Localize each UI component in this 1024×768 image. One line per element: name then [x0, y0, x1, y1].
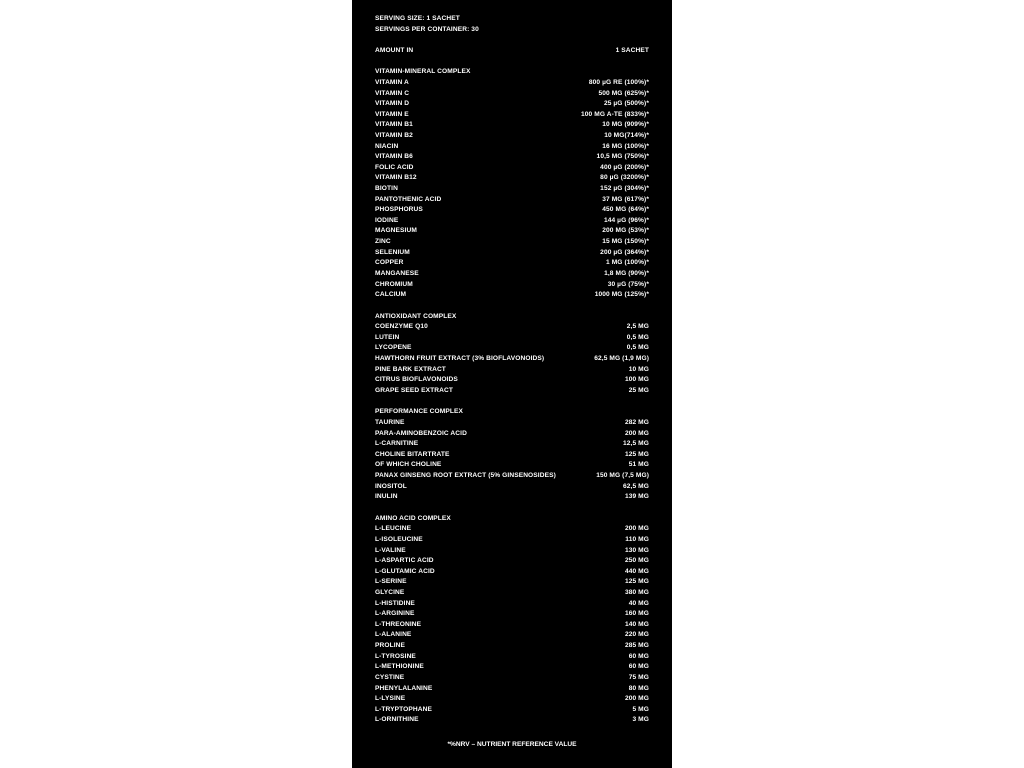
nutrient-amount: 80 MG — [628, 684, 649, 692]
nutrient-name: GLYCINE — [375, 589, 405, 597]
nutrient-amount: 5 MG — [632, 705, 649, 713]
nutrient-row — [375, 248, 649, 259]
nutrient-amount: 139 MG — [624, 493, 649, 501]
nutrient-row — [375, 694, 649, 705]
nutrient-name: TAURINE — [375, 419, 405, 426]
nutrient-amount: 12,5 MG — [623, 440, 649, 448]
nutrient-name: MANGANESE — [375, 269, 419, 277]
nutrient-name: PANTOTHENIC ACID — [375, 195, 442, 203]
nutrient-row — [375, 173, 649, 184]
nutrient-row — [375, 556, 649, 567]
nutrient-amount: 25 µG (500%)* — [603, 100, 649, 108]
nutrient-amount: 1000 MG (125%)* — [594, 291, 649, 299]
nutrient-row — [375, 99, 649, 110]
nutrient-name: L-ASPARTIC ACID — [375, 557, 434, 565]
nutrient-row — [375, 226, 649, 237]
nutrient-row — [375, 609, 649, 620]
nutrient-amount: 400 µG (200%)* — [600, 163, 649, 171]
nutrient-row — [375, 343, 649, 354]
nutrient-amount: 40 MG — [628, 599, 649, 607]
nutrient-name: CHOLINE BITARTRATE — [375, 450, 450, 458]
nutrient-row — [375, 630, 649, 641]
serving-size: SERVING SIZE: 1 SACHET — [375, 15, 460, 22]
nutrient-row — [375, 258, 649, 269]
nutrient-name: L-LEUCINE — [375, 525, 412, 533]
nutrient-row — [375, 110, 649, 121]
nutrient-amount: 200 MG (53%)* — [602, 227, 649, 235]
nutrient-amount: 200 MG — [624, 525, 649, 533]
nutrient-row — [375, 89, 649, 100]
nutrient-name: LUTEIN — [375, 333, 400, 341]
nutrient-row — [375, 535, 649, 546]
nutrient-amount: 152 µG (304%)* — [600, 185, 649, 193]
footnote: *%NRV – NUTRIENT REFERENCE VALUE — [447, 741, 577, 748]
nutrient-name: GRAPE SEED EXTRACT — [375, 386, 454, 394]
nutrient-amount: 500 MG (625%)* — [598, 89, 649, 97]
nutrient-name: VITAMIN E — [375, 110, 409, 118]
nutrient-name: COENZYME Q10 — [375, 323, 428, 331]
nutrient-row — [375, 120, 649, 131]
nutrient-name: BIOTIN — [375, 185, 398, 193]
nutrient-row — [375, 365, 649, 376]
nutrition-label-panel — [352, 0, 672, 768]
nutrient-row — [375, 673, 649, 684]
nutrient-name: L-HISTIDINE — [375, 599, 415, 607]
nutrient-name: L-LYSINE — [375, 695, 406, 703]
nutrient-name: CYSTINE — [375, 673, 405, 681]
nutrient-row — [375, 429, 649, 440]
nutrient-name: VITAMIN C — [375, 89, 410, 97]
nutrient-row — [375, 492, 649, 503]
nutrient-row — [375, 588, 649, 599]
nutrient-amount: 100 MG A-TE (833%)* — [581, 110, 649, 118]
nutrient-name: L-VALINE — [375, 546, 406, 554]
nutrient-name: CHROMIUM — [375, 280, 413, 288]
nutrient-amount: 160 MG — [624, 610, 649, 618]
nutrient-row — [375, 641, 649, 652]
nutrient-name: CITRUS BIOFLAVONOIDS — [375, 376, 458, 384]
sections-container — [375, 56, 649, 726]
nutrient-row — [375, 375, 649, 386]
nutrient-row — [375, 269, 649, 280]
amount-header-value: 1 SACHET — [615, 46, 649, 54]
nutrient-amount: 380 MG — [624, 589, 649, 597]
nutrient-name: L-ALANINE — [375, 631, 412, 639]
nutrient-amount: 0,5 MG — [626, 333, 649, 341]
nutrient-amount: 15 MG (150%)* — [602, 238, 649, 246]
nutrient-name: HAWTHORN FRUIT EXTRACT (3% BIOFLAVONOIDS) — [375, 355, 545, 363]
nutrient-amount: 125 MG — [624, 578, 649, 586]
nutrient-name: SELENIUM — [375, 248, 410, 256]
nutrient-row — [375, 354, 649, 365]
amount-header-label: AMOUNT IN — [375, 46, 414, 54]
nutrient-row — [375, 163, 649, 174]
nutrient-name: MAGNESIUM — [375, 227, 417, 235]
nutrient-row — [375, 439, 649, 450]
nutrient-amount: 200 µG (364%)* — [600, 248, 649, 256]
nutrient-row — [375, 418, 649, 429]
nutrient-row — [375, 78, 649, 89]
nutrient-name: PHOSPHORUS — [375, 206, 423, 214]
nutrient-row — [375, 684, 649, 695]
nutrient-name: L-TRYPTOPHANE — [375, 705, 432, 713]
nutrient-amount: 282 MG — [624, 419, 649, 426]
nutrient-name: VITAMIN B2 — [375, 131, 413, 139]
nutrient-amount: 30 µG (75%)* — [607, 280, 649, 288]
nutrient-row — [375, 460, 649, 471]
nutrient-row — [375, 577, 649, 588]
nutrient-amount: 450 MG (64%)* — [602, 206, 649, 214]
nutrient-name: L-ORNITHINE — [375, 716, 419, 724]
nutrient-row — [375, 184, 649, 195]
nutrient-name: INOSITOL — [375, 482, 407, 490]
section-title: ANTIOXIDANT COMPLEX — [375, 312, 457, 320]
nutrient-name: VITAMIN B6 — [375, 153, 413, 161]
nutrient-row — [375, 662, 649, 673]
nutrient-amount: 62,5 MG — [623, 482, 649, 490]
nutrient-name: VITAMIN A — [375, 78, 409, 86]
nutrient-name: PANAX GINSENG ROOT EXTRACT (5% GINSENOSIDES) — [375, 472, 556, 480]
nutrient-name: L-CARNITINE — [375, 440, 419, 448]
nutrient-name: FOLIC ACID — [375, 163, 414, 171]
nutrient-amount: 16 MG (100%)* — [602, 142, 649, 150]
nutrient-row — [375, 205, 649, 216]
nutrient-name: L-GLUTAMIC ACID — [375, 567, 435, 575]
nutrient-name: INULIN — [375, 493, 398, 501]
nutrient-amount: 37 MG (617%)* — [602, 195, 649, 203]
nutrient-name: IODINE — [375, 216, 399, 224]
nutrient-row — [375, 280, 649, 291]
nutrient-row — [375, 567, 649, 578]
nutrient-name: L-THREONINE — [375, 620, 422, 628]
nutrient-row — [375, 620, 649, 631]
nutrient-amount: 3 MG — [632, 716, 649, 724]
nutrient-row — [375, 386, 649, 397]
amount-header-row — [375, 46, 649, 57]
nutrient-name: PARA-AMINOBENZOIC ACID — [375, 429, 467, 437]
nutrient-name: VITAMIN B12 — [375, 174, 417, 182]
nutrient-row — [375, 142, 649, 153]
nutrient-amount: 62,5 MG (1,9 MG) — [594, 355, 649, 363]
nutrient-row — [375, 652, 649, 663]
nutrient-amount: 1 MG (100%)* — [606, 259, 649, 267]
nutrient-amount: 0,5 MG — [626, 344, 649, 352]
nutrition-facts — [375, 14, 649, 726]
nutrient-amount: 800 µG RE (100%)* — [588, 78, 649, 86]
nutrient-row — [375, 131, 649, 142]
nutrient-amount: 2,5 MG — [626, 323, 649, 331]
nutrient-row — [375, 152, 649, 163]
nutrient-row — [375, 546, 649, 557]
nutrient-amount: 10 MG — [628, 365, 649, 373]
nutrient-name: PROLINE — [375, 642, 406, 650]
nutrient-amount: 125 MG — [624, 450, 649, 458]
section-title: PERFORMANCE COMPLEX — [375, 408, 463, 416]
nutrient-name: L-ISOLEUCINE — [375, 535, 423, 543]
nutrient-name: COPPER — [375, 259, 404, 267]
nutrient-amount: 60 MG — [628, 663, 649, 671]
nutrient-amount: 144 µG (96%)* — [603, 216, 649, 224]
nutrient-name: L-METHIONINE — [375, 663, 424, 671]
nutrient-name: VITAMIN B1 — [375, 121, 413, 129]
nutrient-row — [375, 195, 649, 206]
nutrient-row — [375, 482, 649, 493]
nutrient-amount: 80 µG (3200%)* — [600, 174, 649, 182]
nutrient-amount: 75 MG — [628, 673, 649, 681]
nutrient-name: PINE BARK EXTRACT — [375, 365, 446, 373]
nutrient-amount: 51 MG — [628, 461, 649, 469]
nutrient-amount: 10 MG(714%)* — [604, 131, 649, 139]
nutrient-name: ZINC — [375, 238, 391, 246]
nutrient-row — [375, 705, 649, 716]
nutrient-amount: 60 MG — [628, 652, 649, 660]
nutrient-row — [375, 333, 649, 344]
nutrient-row — [375, 471, 649, 482]
nutrient-amount: 110 MG — [625, 535, 649, 543]
nutrient-name: CALCIUM — [375, 291, 407, 299]
nutrient-amount: 140 MG — [624, 620, 649, 628]
nutrient-amount: 200 MG — [624, 695, 649, 703]
nutrient-name: LYCOPENE — [375, 344, 412, 352]
nutrient-row — [375, 290, 649, 301]
nutrient-row — [375, 599, 649, 610]
nutrient-amount: 150 MG (7,5 MG) — [596, 472, 649, 480]
section-title: VITAMIN-MINERAL COMPLEX — [375, 68, 471, 76]
nutrient-name: L-ARGININE — [375, 610, 415, 618]
nutrient-name: OF WHICH CHOLINE — [375, 461, 442, 469]
nutrient-amount: 250 MG — [624, 557, 649, 565]
nutrient-row — [375, 715, 649, 726]
nutrient-amount: 1,8 MG (90%)* — [604, 269, 649, 277]
nutrient-amount: 25 MG — [628, 386, 649, 394]
servings-per-container: SERVINGS PER CONTAINER: 30 — [375, 25, 479, 33]
nutrient-name: VITAMIN D — [375, 100, 410, 108]
nutrient-amount: 130 MG — [624, 546, 649, 554]
nutrient-name: L-SERINE — [375, 578, 407, 586]
nutrient-amount: 10,5 MG (750%)* — [596, 153, 649, 161]
nutrient-amount: 440 MG — [624, 567, 649, 575]
nutrient-row — [375, 237, 649, 248]
nutrient-name: NIACIN — [375, 142, 399, 150]
nutrient-amount: 285 MG — [624, 642, 649, 650]
nutrient-row — [375, 524, 649, 535]
nutrient-row — [375, 450, 649, 461]
nutrient-amount: 220 MG — [624, 631, 649, 639]
nutrient-amount: 200 MG — [624, 429, 649, 437]
section-title: AMINO ACID COMPLEX — [375, 514, 451, 522]
nutrient-name: L-TYROSINE — [375, 652, 416, 660]
nutrient-name: PHENYLALANINE — [375, 684, 433, 692]
nutrient-amount: 100 MG — [624, 376, 649, 384]
nutrient-row — [375, 216, 649, 227]
nutrient-row — [375, 322, 649, 333]
nutrient-amount: 10 MG (909%)* — [602, 121, 649, 129]
